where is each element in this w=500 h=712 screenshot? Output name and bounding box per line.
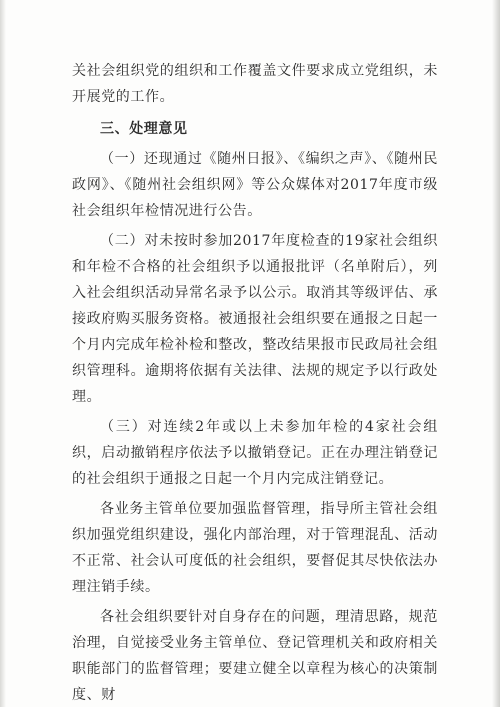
document-body xyxy=(72,58,438,712)
paragraph-1: （一）还现通过《随州日报》、《编织之声》、《随州民政网》、《随州社会组织网》等公众媒体对2017年度市级社会组织年检情况进行公告。 xyxy=(72,151,438,219)
paragraph-3: （三）对连续2年或以上未参加年检的4家社会组织，启动撤销程序依法予以撤销登记。正在办理注销登记的社会组织于通报之日起一个月内完成注销登记。 xyxy=(72,419,438,487)
scan-edge-right xyxy=(492,0,500,707)
section-heading: 三、处理意见 xyxy=(100,121,188,137)
scan-edge-left xyxy=(0,0,6,707)
paragraph-4: 各业务主管单位要加强监督管理，指导所主管社会组织加强党组织建设，强化内部治理，对于管理混乱、活动不正常、社会认可度低的社会组织，要督促其尽快依法办理注销手续。 xyxy=(72,501,438,595)
paragraph-2: （二）对未按时参加2017年度检查的19家社会组织和年检不合格的社会组织予以通报批评（名单附后），列入社会组织活动异常名录予以公示。取消其等级评估、承接政府购买服务资格。被通报社会组织要在通报之日起一个月内完成年检补检和整改，整改结果报市民政局社会组织管理科。逾期将依据有关法律、法规的规定予以行政处理。 xyxy=(72,233,438,405)
continuation-paragraph: 关社会组织党的组织和工作覆盖文件要求成立党组织，未开展党的工作。 xyxy=(72,63,438,105)
paragraph-5: 各社会组织要针对自身存在的问题，理清思路，规范治理，自觉接受业务主管单位、登记管理机关和政府相关职能部门的监督管理；要建立健全以章程为核心的决策制度、财 xyxy=(72,609,438,703)
